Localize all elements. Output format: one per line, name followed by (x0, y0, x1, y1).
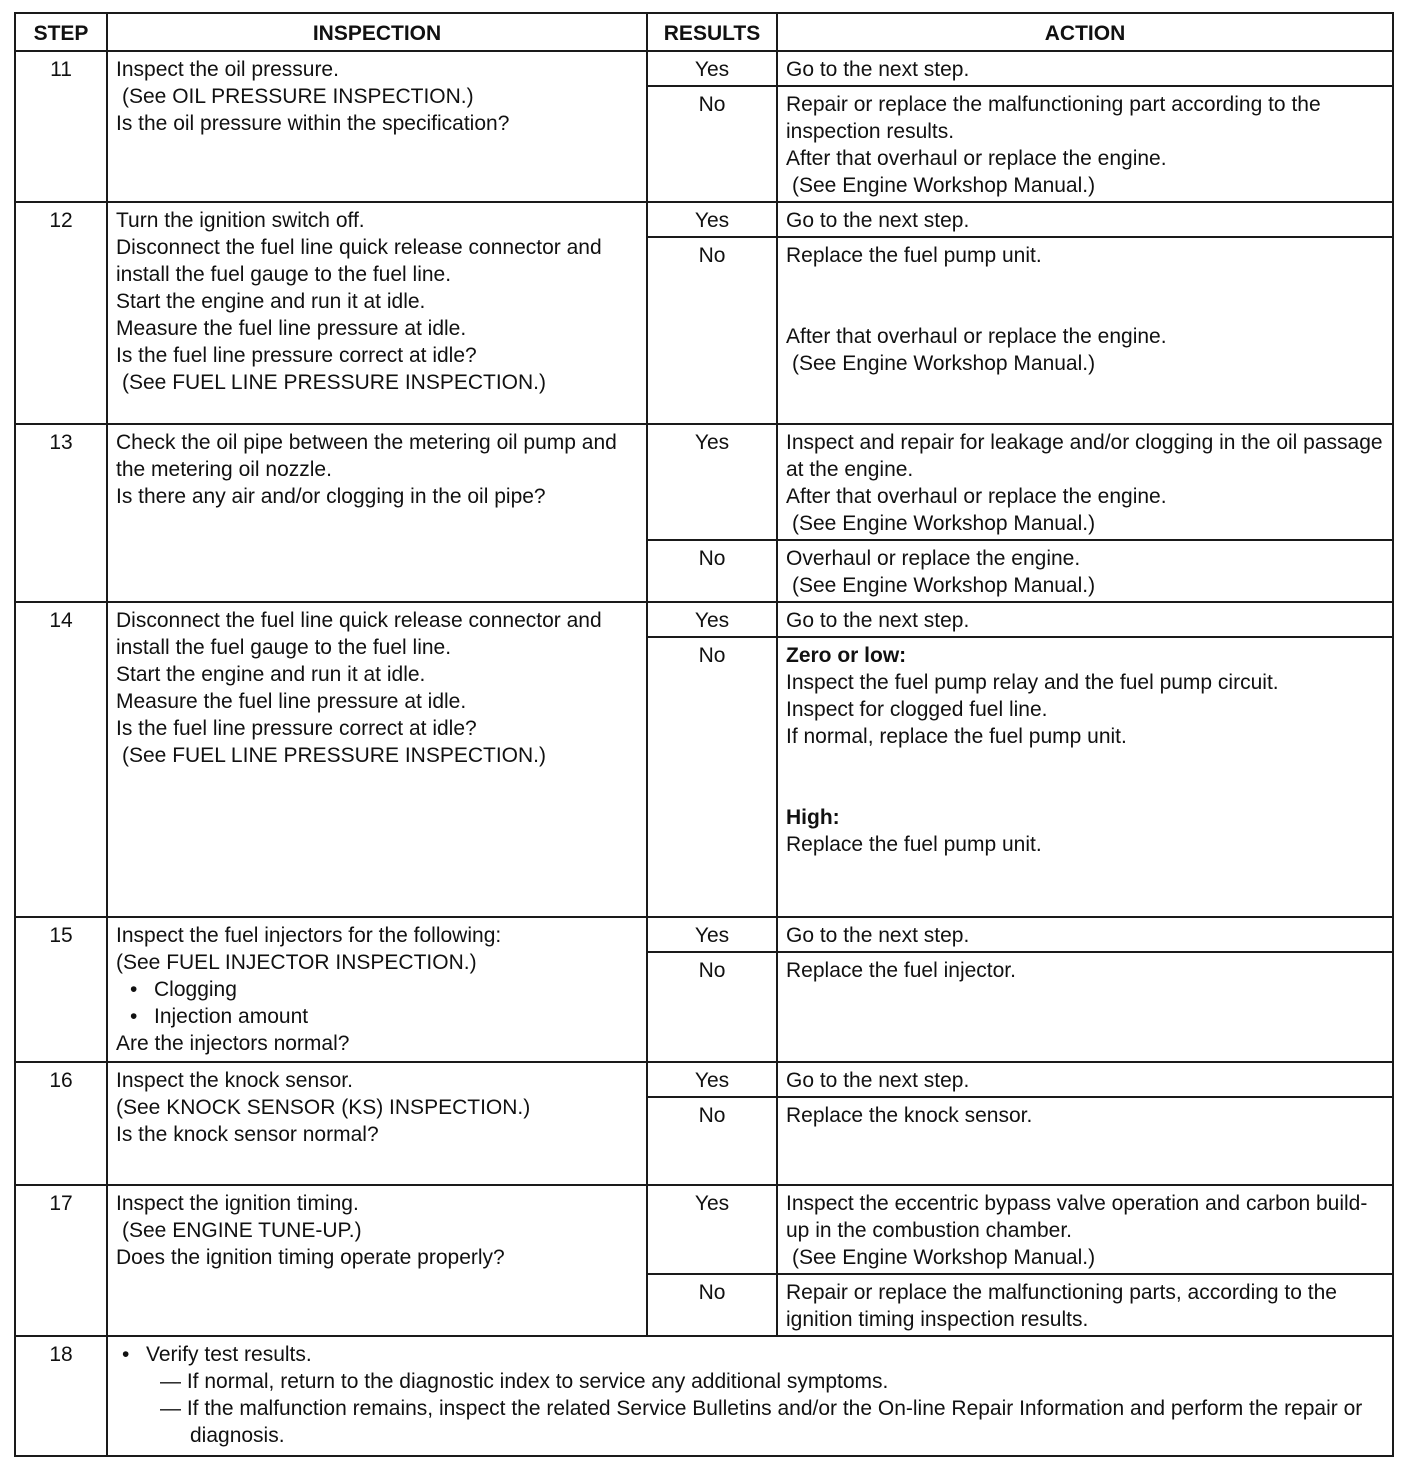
inspection-line: Measure the fuel line pressure at idle. (116, 690, 467, 713)
action-yes: Go to the next step. (777, 917, 1393, 952)
step-number: 14 (15, 602, 107, 917)
action-no (777, 86, 1393, 202)
step-number: 18 (15, 1336, 107, 1456)
inspection-line: (See FUEL LINE PRESSURE INSPECTION.) (122, 744, 546, 767)
inspection-line: (See OIL PRESSURE INSPECTION.) (122, 85, 474, 108)
inspection-line: Check the oil pipe between the metering oil pump and the metering oil nozzle. (116, 431, 623, 481)
verify-bullet: • Verify test results. (116, 1341, 1384, 1368)
action-no (777, 540, 1393, 602)
action-line: (See Engine Workshop Manual.) (792, 174, 1096, 197)
result-no: No (647, 952, 777, 1062)
action-line: Replace the fuel pump unit. (786, 833, 1042, 856)
inspection-line: Is the fuel line pressure correct at idle? (116, 344, 477, 367)
inspection-line: Inspect the knock sensor. (116, 1069, 353, 1092)
step-16-yes-row (15, 1062, 1393, 1097)
inspection-line: Disconnect the fuel line quick release connector and install the fuel gauge to the fuel line. (116, 609, 608, 659)
inspection-cell (107, 424, 647, 602)
action-no: Replace the knock sensor. (777, 1097, 1393, 1185)
step-17-yes-row (15, 1185, 1393, 1274)
action-yes: Go to the next step. (777, 602, 1393, 637)
inspection-line: Does the ignition timing operate properly? (116, 1246, 505, 1269)
result-yes: Yes (647, 1062, 777, 1097)
result-no: No (647, 1274, 777, 1336)
inspection-cell (107, 602, 647, 917)
step-11-yes-row (15, 51, 1393, 86)
inspection-line: (See KNOCK SENSOR (KS) INSPECTION.) (116, 1096, 531, 1119)
zero-or-low-label: Zero or low: (786, 644, 907, 667)
spacer (786, 750, 1384, 804)
action-no: Replace the fuel injector. (777, 952, 1393, 1062)
result-no: No (647, 1097, 777, 1185)
inspection-cell (107, 51, 647, 202)
step-12-yes-row (15, 202, 1393, 237)
inspection-line: Measure the fuel line pressure at idle. (116, 317, 467, 340)
action-line: After that overhaul or replace the engine. (786, 325, 1167, 348)
action-line: Inspect the fuel pump relay and the fuel pump circuit. (786, 671, 1279, 694)
action-yes: Go to the next step. (777, 51, 1393, 86)
step-number: 13 (15, 424, 107, 602)
troubleshooting-table-wrapper (14, 12, 1392, 1457)
result-yes: Yes (647, 424, 777, 540)
step-number: 11 (15, 51, 107, 202)
inspection-cell (107, 1185, 647, 1336)
verify-dash-malfunction: — If the malfunction remains, inspect the related Service Bulletins and/or the On-line Repair Information and perform the repair or diagnosis. (116, 1395, 1384, 1449)
result-yes: Yes (647, 602, 777, 637)
result-yes: Yes (647, 51, 777, 86)
inspection-line: Start the engine and run it at idle. (116, 663, 426, 686)
action-line: (See Engine Workshop Manual.) (792, 574, 1096, 597)
inspection-cell (107, 202, 647, 424)
step-18-row (15, 1336, 1393, 1456)
result-no: No (647, 237, 777, 424)
action-line: Inspect the eccentric bypass valve operation and carbon build-up in the combustion chamber. (786, 1192, 1368, 1242)
inspection-line: (See FUEL INJECTOR INSPECTION.) (116, 951, 477, 974)
inspection-bullet: • Clogging (116, 976, 638, 1003)
action-line: Repair or replace the malfunctioning part according to the inspection results. (786, 93, 1327, 143)
inspection-cell (107, 917, 647, 1062)
header-action: ACTION (777, 13, 1393, 51)
header-inspection: INSPECTION (107, 13, 647, 51)
step-number: 12 (15, 202, 107, 424)
spacer (786, 269, 1384, 323)
action-line: Replace the fuel pump unit. (786, 244, 1042, 267)
result-no: No (647, 540, 777, 602)
action-no: Repair or replace the malfunctioning parts, according to the ignition timing inspection results. (777, 1274, 1393, 1336)
verify-dash-normal: — If normal, return to the diagnostic index to service any additional symptoms. (116, 1368, 1384, 1395)
inspection-line: Is there any air and/or clogging in the oil pipe? (116, 485, 546, 508)
step-13-yes-row (15, 424, 1393, 540)
inspection-line: Inspect the fuel injectors for the following: (116, 924, 502, 947)
action-yes (777, 424, 1393, 540)
action-line: If normal, replace the fuel pump unit. (786, 725, 1127, 748)
inspection-bullet: • Injection amount (116, 1003, 638, 1030)
action-line: Overhaul or replace the engine. (786, 547, 1081, 570)
step-15-yes-row (15, 917, 1393, 952)
inspection-line: Is the oil pressure within the specification? (116, 112, 510, 135)
inspection-line: Turn the ignition switch off. (116, 209, 365, 232)
inspection-line: Disconnect the fuel line quick release connector and install the fuel gauge to the fuel line. (116, 236, 608, 286)
step-14-yes-row (15, 602, 1393, 637)
inspection-line: Inspect the oil pressure. (116, 58, 339, 81)
inspection-line: Are the injectors normal? (116, 1032, 350, 1055)
inspection-line: (See FUEL LINE PRESSURE INSPECTION.) (122, 371, 546, 394)
verify-cell (107, 1336, 1393, 1456)
inspection-cell (107, 1062, 647, 1185)
inspection-line: (See ENGINE TUNE-UP.) (122, 1219, 362, 1242)
step-number: 17 (15, 1185, 107, 1336)
action-line: Inspect and repair for leakage and/or clogging in the oil passage at the engine. (786, 431, 1389, 481)
inspection-line: Is the knock sensor normal? (116, 1123, 379, 1146)
header-results: RESULTS (647, 13, 777, 51)
action-line: (See Engine Workshop Manual.) (792, 512, 1096, 535)
result-no: No (647, 637, 777, 917)
header-row (15, 13, 1393, 51)
inspection-line: Is the fuel line pressure correct at idle? (116, 717, 477, 740)
troubleshooting-table (14, 12, 1394, 1457)
action-yes: Go to the next step. (777, 1062, 1393, 1097)
action-line: After that overhaul or replace the engine. (786, 147, 1167, 170)
action-no (777, 237, 1393, 424)
result-yes: Yes (647, 917, 777, 952)
action-line: After that overhaul or replace the engine. (786, 485, 1167, 508)
result-no: No (647, 86, 777, 202)
step-number: 16 (15, 1062, 107, 1185)
step-number: 15 (15, 917, 107, 1062)
action-no (777, 637, 1393, 917)
result-yes: Yes (647, 1185, 777, 1274)
header-step: STEP (15, 13, 107, 51)
high-label: High: (786, 806, 840, 829)
inspection-line: Inspect the ignition timing. (116, 1192, 359, 1215)
action-line: Inspect for clogged fuel line. (786, 698, 1048, 721)
action-line: (See Engine Workshop Manual.) (792, 352, 1096, 375)
action-line: (See Engine Workshop Manual.) (792, 1246, 1096, 1269)
result-yes: Yes (647, 202, 777, 237)
inspection-line: Start the engine and run it at idle. (116, 290, 426, 313)
action-yes: Go to the next step. (777, 202, 1393, 237)
action-yes (777, 1185, 1393, 1274)
